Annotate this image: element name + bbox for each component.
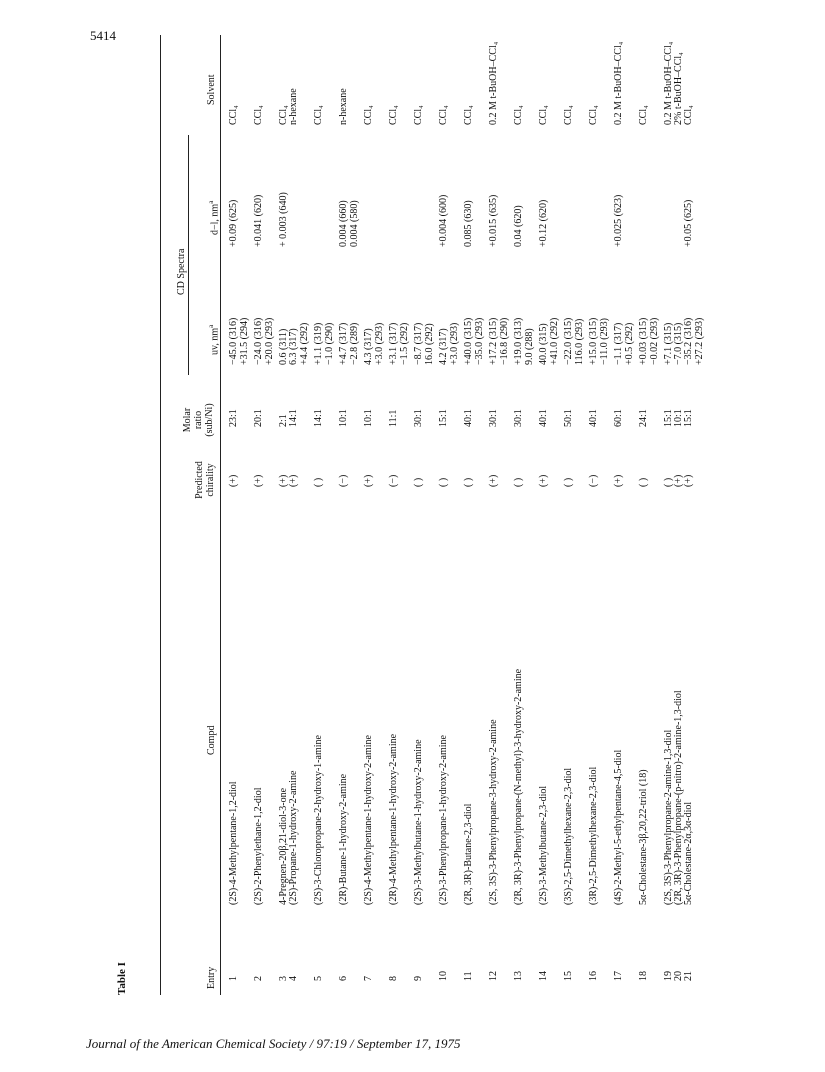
cell-compd: (2R)-Butane-1-hydroxy-2-amine [338, 773, 349, 905]
cell-solvent: CCl₄ [253, 105, 264, 125]
cell-compd: (2S)-3-Methylbutane-2,3-diol [538, 785, 549, 905]
cell-predicted: (+) [683, 474, 694, 487]
cell-entry: 18 [638, 971, 649, 981]
table-label: Table I [116, 962, 128, 995]
cell-compd: (2S)-2-Phenylethane-1,2-diol [253, 787, 264, 905]
cell-entry: 13 [513, 971, 524, 981]
cell-predicted: (+) [288, 474, 299, 487]
cell-uv: +15.0 (315) [588, 317, 599, 365]
cell-molar-ratio: 40:1 [463, 409, 474, 427]
cell-uv: 4.3 (317) [363, 328, 374, 365]
cell-compd: (2S)-3-Phenylpropane-1-hydroxy-2-amine [438, 735, 449, 905]
cell-molar-ratio: 15:1 [438, 409, 449, 427]
cell-compd: 4-Pregnen-20β,21-diol-3-one [278, 787, 289, 905]
cell-predicted: (+) [538, 474, 549, 487]
cell-predicted: ( ) [663, 477, 674, 487]
cell-uv: +3.1 (317) [388, 322, 399, 365]
cell-molar-ratio: 15:1 [663, 409, 674, 427]
cell-predicted: (−) [338, 474, 349, 487]
cell-predicted: ( ) [563, 477, 574, 487]
cell-dl: 0.04 (620) [513, 205, 524, 247]
cell-predicted: ( ) [313, 477, 324, 487]
cell-entry: 10 [438, 971, 449, 981]
cell-molar-ratio: 30:1 [488, 409, 499, 427]
cell-entry: 17 [613, 971, 624, 981]
cell-uv: +19.0 (313) [513, 317, 524, 365]
cell-predicted: (+) [488, 474, 499, 487]
cell-entry: 19 [663, 971, 674, 981]
cell-compd: (2S, 3S)-3-Phenylpropane-2-amine-1,3-diol [663, 729, 674, 905]
cell-predicted: (+) [673, 474, 684, 487]
cell-solvent: CCl₄ [513, 105, 524, 125]
cell-molar-ratio: 50:1 [563, 409, 574, 427]
cell-solvent: CCl₄ [228, 105, 239, 125]
cell-entry: 12 [488, 971, 499, 981]
cell-entry: 2 [253, 976, 264, 981]
cell-uv: 4.2 (317) [438, 328, 449, 365]
cell-molar-ratio: 2:1 [278, 414, 289, 427]
cell-uv: +4.4 (292) [299, 322, 310, 365]
cell-compd: (2S)-3-Methylbutane-1-hydroxy-2-amine [413, 739, 424, 905]
cell-uv: +40.0 (315) [463, 317, 474, 365]
cell-molar-ratio: 30:1 [413, 409, 424, 427]
cell-entry: 1 [228, 976, 239, 981]
cell-uv: +27.2 (293) [694, 317, 705, 365]
cell-entry: 20 [673, 971, 684, 981]
cell-molar-ratio: 14:1 [288, 409, 299, 427]
header-bottom-rule [220, 35, 221, 995]
cell-uv: −1.5 (292) [399, 322, 410, 365]
header-compd: Compd [206, 725, 217, 755]
header-solvent: Solvent [206, 74, 217, 105]
cell-uv: 6.3 (317) [288, 328, 299, 365]
cell-compd: (2S, 3S)-3-Phenylpropane-3-hydroxy-2-amine [488, 719, 499, 905]
header-entry: Entry [206, 966, 217, 989]
cell-dl: 0.004 (660) [338, 200, 349, 247]
cell-uv: −2.8 (289) [349, 322, 360, 365]
cell-solvent: CCl₄ [683, 105, 694, 125]
cell-molar-ratio: 60:1 [613, 409, 624, 427]
cell-uv: +3.0 (293) [449, 322, 460, 365]
cell-entry: 16 [588, 971, 599, 981]
header-uv-text: uv, nm [209, 327, 221, 355]
cell-solvent: CCl₄ [588, 105, 599, 125]
cell-molar-ratio: 11:1 [388, 409, 399, 427]
cell-uv: +41.0 (292) [549, 317, 560, 365]
cell-predicted: ( ) [438, 477, 449, 487]
cell-entry: 6 [338, 976, 349, 981]
cell-entry: 4 [288, 976, 299, 981]
header-dl-text: d−l, nm [209, 203, 221, 235]
cell-entry: 5 [313, 976, 324, 981]
cell-compd: (2R, 3R)-Butane-2,3-diol [463, 803, 474, 905]
cell-predicted: (−) [588, 474, 599, 487]
table-top-rule [160, 35, 161, 995]
cell-uv: −22.0 (315) [563, 317, 574, 365]
cell-solvent: CCl₄ [363, 105, 374, 125]
cell-predicted: (−) [388, 474, 399, 487]
cell-solvent: n-hexane [338, 88, 349, 125]
header-molar-line1: Molar [182, 407, 193, 433]
cell-entry: 8 [388, 976, 399, 981]
cell-predicted: ( ) [513, 477, 524, 487]
cell-uv: 116.0 (293) [574, 318, 585, 365]
cell-dl: +0.09 (625) [228, 199, 239, 247]
cell-uv: +0.5 (292) [624, 322, 635, 365]
cell-compd: (3R)-2,5-Dimethylhexane-2,3-diol [588, 766, 599, 905]
cell-predicted: (+) [253, 474, 264, 487]
cell-molar-ratio: 10:1 [363, 409, 374, 427]
cell-dl: +0.015 (635) [488, 194, 499, 247]
cell-solvent: 2% t-BuOH–CCl₄ [673, 52, 684, 125]
cell-uv: −24.0 (316) [253, 317, 264, 365]
cell-solvent: CCl₄ [563, 105, 574, 125]
page-number: 5414 [90, 28, 116, 43]
cell-solvent: 0.2 M t-BuOH–CCl₄ [613, 41, 624, 125]
cell-solvent: 0.2 M t-BuOH–CCl₄ [488, 41, 499, 125]
rotated-table [116, 35, 705, 995]
cell-solvent: CCl₄ [463, 105, 474, 125]
cell-entry: 14 [538, 971, 549, 981]
cell-compd: (3S)-2,5-Dimethylhexane-2,3-diol [563, 767, 574, 905]
cell-uv: −1.1 (317) [613, 322, 624, 365]
cell-predicted: (+) [363, 474, 374, 487]
cell-dl: +0.05 (625) [683, 199, 694, 247]
cell-uv: −35.0 (293) [474, 317, 485, 365]
cell-predicted: ( ) [638, 477, 649, 487]
cell-dl: 0.085 (630) [463, 200, 474, 247]
cell-molar-ratio: 15:1 [683, 409, 694, 427]
cell-uv: +1.1 (319) [313, 322, 324, 365]
cell-dl: +0.004 (600) [438, 194, 449, 247]
header-predicted [194, 445, 216, 515]
cell-solvent: CCl₄ [388, 105, 399, 125]
cell-molar-ratio: 40:1 [588, 409, 599, 427]
cell-uv: +0.03 (315) [638, 317, 649, 365]
cell-uv: −1.0 (290) [324, 322, 335, 365]
cell-molar-ratio: 24:1 [638, 409, 649, 427]
cell-predicted: ( ) [413, 477, 424, 487]
cell-solvent: n-hexane [288, 88, 299, 125]
cell-solvent: CCl₄ [438, 105, 449, 125]
cell-molar-ratio: 14:1 [313, 409, 324, 427]
cell-dl: +0.12 (620) [538, 199, 549, 247]
cell-uv: 9.0 (288) [524, 328, 535, 365]
cell-uv: +31.5 (294) [239, 317, 250, 365]
cell-uv: −35.2 (316) [683, 317, 694, 365]
journal-footer: Journal of the American Chemical Society / 97:19 / September 17, 1975 [86, 1036, 461, 1051]
cell-compd: (2R, 3R)-3-Phenylpropane-(p-nitro)-2-amine-1,3-diol [673, 690, 684, 905]
cell-entry: 7 [363, 976, 374, 981]
cell-uv: +20.0 (293) [264, 317, 275, 365]
cell-compd: (2S)-Propane-1-hydroxy-2-amine [288, 770, 299, 905]
cell-uv: +3.0 (293) [374, 322, 385, 365]
cell-solvent: CCl₄ [638, 105, 649, 125]
cell-entry: 21 [683, 971, 694, 981]
cell-molar-ratio: 30:1 [513, 409, 524, 427]
header-predicted-line1: Predicted [194, 461, 205, 499]
header-dl: d−l, $nm^a$ [207, 200, 221, 235]
cell-compd: (2S)-3-Chloropropane-2-hydroxy-1-amine [313, 735, 324, 905]
cell-uv: 16.0 (292) [424, 323, 435, 365]
cell-compd: (2S)-4-Methylpentane-1,2-diol [228, 781, 239, 905]
cell-compd: 5α-Cholestane-3β,20,22-triol (18) [638, 769, 649, 905]
cell-solvent: CCl₄ [413, 105, 424, 125]
cell-compd: (2R, 3R)-3-Phenylpropane-(N-methyl)-3-hydroxy-2-amine [513, 668, 524, 905]
cell-compd: (2S)-4-Methylpentane-1-hydroxy-2-amine [363, 735, 374, 905]
cell-predicted: (+) [613, 474, 624, 487]
cell-molar-ratio: 23:1 [228, 409, 239, 427]
cell-compd: 5α-Cholestane-2α,3α-diol [683, 801, 694, 905]
cell-uv: −11.0 (293) [599, 318, 610, 365]
cell-uv: 0.6 (311) [278, 328, 289, 365]
cell-dl: +0.025 (623) [613, 194, 624, 247]
cell-entry: 15 [563, 971, 574, 981]
cell-dl: +0.041 (620) [253, 194, 264, 247]
cell-compd: (4S)-2-Methyl-5-ethylpentane-4,5-diol [613, 749, 624, 905]
header-uv: uv, $nm^a$ [207, 324, 221, 355]
cell-uv: −0.02 (293) [649, 317, 660, 365]
header-molar [182, 385, 215, 455]
cell-entry: 3 [278, 976, 289, 981]
header-molar-line2: ratio [193, 410, 204, 430]
cell-entry: 11 [463, 971, 474, 981]
cell-predicted: ( ) [463, 477, 474, 487]
cell-compd: (2R)-4-Methylpentane-1-hydroxy-2-amine [388, 733, 399, 905]
header-predicted-line2: chirality [205, 463, 216, 497]
header-cd-spectra: CD Spectra [176, 248, 187, 295]
cell-uv: 40.0 (315) [538, 323, 549, 365]
cell-solvent: CCl₄ [278, 105, 289, 125]
cell-dl: 0.004 (580) [349, 200, 360, 247]
cell-dl: + 0.003 (640) [278, 192, 289, 247]
cell-solvent: CCl₄ [313, 105, 324, 125]
cell-molar-ratio: 40:1 [538, 409, 549, 427]
header-molar-line3: (sub/Ni) [204, 403, 215, 437]
cell-predicted: (+) [278, 474, 289, 487]
cell-uv: −45.0 (316) [228, 317, 239, 365]
cell-molar-ratio: 10:1 [673, 409, 684, 427]
cell-uv: −8.7 (317) [413, 322, 424, 365]
cd-spectra-rule [188, 135, 189, 375]
cell-entry: 9 [413, 976, 424, 981]
cell-molar-ratio: 20:1 [253, 409, 264, 427]
cell-solvent: 0.2 M t-BuOH–CCl₄ [663, 41, 674, 125]
cell-uv: +17.2 (315) [488, 317, 499, 365]
cell-molar-ratio: 10:1 [338, 409, 349, 427]
cell-predicted: (+) [228, 474, 239, 487]
cell-solvent: CCl₄ [538, 105, 549, 125]
cell-uv: −7.0 (315) [673, 322, 684, 365]
cell-uv: −16.8 (290) [499, 317, 510, 365]
cell-uv: +7.1 (315) [663, 322, 674, 365]
cell-uv: +4.7 (317) [338, 322, 349, 365]
